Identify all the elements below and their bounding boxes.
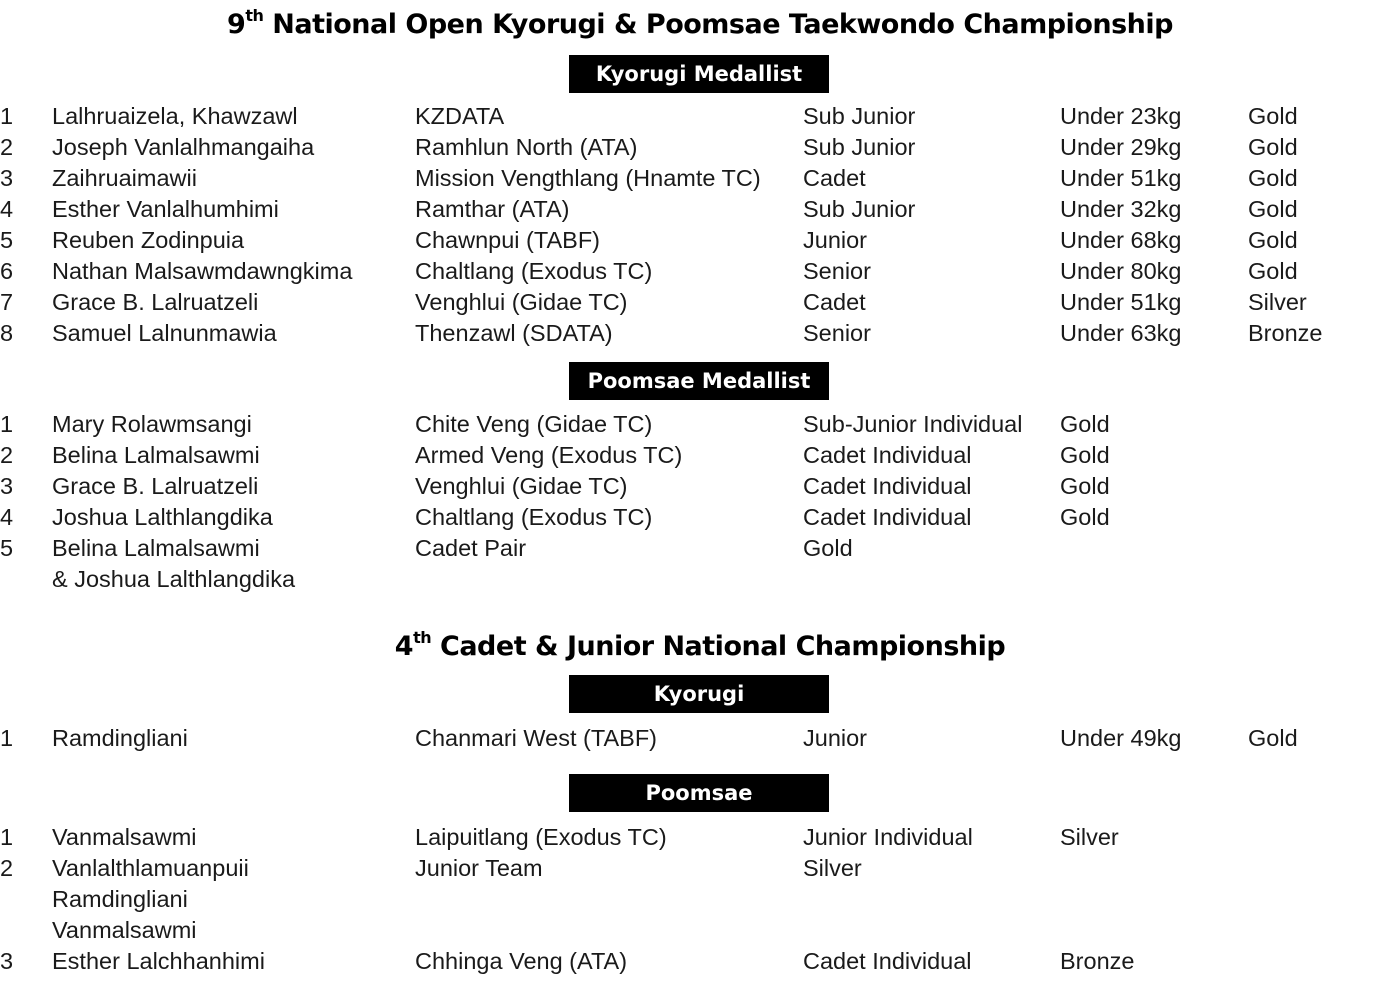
row-number: 8 xyxy=(0,320,14,346)
title-ordinal-suffix: th xyxy=(413,628,432,647)
category: Gold xyxy=(803,535,853,561)
row-number: 2 xyxy=(0,855,14,881)
medal: Gold xyxy=(1248,103,1298,129)
division: Under 68kg xyxy=(1060,227,1182,253)
athlete-name: Nathan Malsawmdawngkima xyxy=(52,258,353,284)
athlete-name: Joshua Lalthlangdika xyxy=(52,504,273,530)
medal: Gold xyxy=(1248,258,1298,284)
athlete-name: Vanlalthlamuanpuii xyxy=(52,855,249,881)
division: Gold xyxy=(1060,473,1110,499)
title-number: 9 xyxy=(227,9,246,40)
table-row xyxy=(0,502,1400,533)
athlete-name: Vanmalsawmi xyxy=(52,917,197,943)
athlete-name: Grace B. Lalruatzeli xyxy=(52,289,259,315)
club: Chite Veng (Gidae TC) xyxy=(415,411,653,437)
athlete-name: Ramdingliani xyxy=(52,886,188,912)
table-row xyxy=(0,946,1400,977)
division: Under 51kg xyxy=(1060,165,1182,191)
table-row xyxy=(0,256,1400,287)
title-ordinal-suffix: th xyxy=(245,6,264,25)
athlete-name: Esther Vanlalhumhimi xyxy=(52,196,279,222)
kyorugi-medallist-label: Kyorugi Medallist xyxy=(569,55,829,93)
row-number: 4 xyxy=(0,504,14,530)
row-number: 6 xyxy=(0,258,14,284)
poomsae-label: Poomsae xyxy=(569,774,829,812)
title-text: Cadet & Junior National Championship xyxy=(431,631,1006,662)
row-number: 3 xyxy=(0,165,14,191)
athlete-name: Esther Lalchhanhimi xyxy=(52,948,265,974)
table-row xyxy=(0,533,1400,564)
row-number: 5 xyxy=(0,227,14,253)
table-row xyxy=(0,409,1400,440)
category: Cadet xyxy=(803,289,866,315)
medal: Gold xyxy=(1248,725,1298,751)
athlete-name: Joseph Vanlalhmangaiha xyxy=(52,134,315,160)
division: Bronze xyxy=(1060,948,1135,974)
category: Senior xyxy=(803,258,871,284)
category: Senior xyxy=(803,320,871,346)
category: Junior xyxy=(803,725,868,751)
club: Junior Team xyxy=(415,855,543,881)
row-number: 1 xyxy=(0,103,14,129)
row-number: 4 xyxy=(0,196,14,222)
title-text: National Open Kyorugi & Poomsae Taekwondo Championship xyxy=(263,9,1173,40)
category: Cadet Individual xyxy=(803,504,972,530)
category: Cadet Individual xyxy=(803,948,972,974)
division: Under 23kg xyxy=(1060,103,1182,129)
division: Under 49kg xyxy=(1060,725,1182,751)
medal: Silver xyxy=(1248,289,1307,315)
division: Silver xyxy=(1060,824,1119,850)
medal: Gold xyxy=(1248,134,1298,160)
club: Venghlui (Gidae TC) xyxy=(415,289,628,315)
club: Mission Vengthlang (Hnamte TC) xyxy=(415,165,761,191)
table-row xyxy=(0,194,1400,225)
division: Gold xyxy=(1060,504,1110,530)
club: Ramthar (ATA) xyxy=(415,196,570,222)
athlete-name: Belina Lalmalsawmi xyxy=(52,535,260,561)
row-number: 1 xyxy=(0,725,14,751)
table-row xyxy=(0,471,1400,502)
table-row xyxy=(0,564,1400,595)
row-number: 2 xyxy=(0,442,14,468)
club: Thenzawl (SDATA) xyxy=(415,320,613,346)
athlete-name: & Joshua Lalthlangdika xyxy=(52,566,296,592)
title-number: 4 xyxy=(394,631,414,662)
category: Sub Junior xyxy=(803,103,916,129)
club: Cadet Pair xyxy=(415,535,527,561)
row-number: 7 xyxy=(0,289,14,315)
category: Junior Individual xyxy=(803,824,973,850)
club: Venghlui (Gidae TC) xyxy=(415,473,628,499)
table-row xyxy=(0,225,1400,256)
table-row xyxy=(0,915,1400,946)
division: Under 51kg xyxy=(1060,289,1182,315)
athlete-name: Lalhruaizela, Khawzawl xyxy=(52,103,298,129)
athlete-name: Zaihruaimawii xyxy=(52,165,197,191)
athlete-name: Mary Rolawmsangi xyxy=(52,411,252,437)
club: Chaltlang (Exodus TC) xyxy=(415,258,653,284)
division: Under 63kg xyxy=(1060,320,1182,346)
row-number: 3 xyxy=(0,473,14,499)
club: Chanmari West (TABF) xyxy=(415,725,657,751)
kyorugi-label: Kyorugi xyxy=(569,675,829,713)
championship-1-title xyxy=(0,6,1400,40)
table-row xyxy=(0,287,1400,318)
club: Ramhlun North (ATA) xyxy=(415,134,638,160)
medal: Gold xyxy=(1248,196,1298,222)
athlete-name: Reuben Zodinpuia xyxy=(52,227,245,253)
division: Gold xyxy=(1060,411,1110,437)
table-row xyxy=(0,101,1400,132)
category: Junior xyxy=(803,227,868,253)
category: Sub-Junior Individual xyxy=(803,411,1023,437)
category: Sub Junior xyxy=(803,196,916,222)
division: Gold xyxy=(1060,442,1110,468)
category: Cadet Individual xyxy=(803,442,972,468)
row-number: 2 xyxy=(0,134,14,160)
championship-2-title xyxy=(0,628,1400,662)
table-row xyxy=(0,822,1400,853)
division: Under 32kg xyxy=(1060,196,1182,222)
table-row xyxy=(0,723,1400,754)
club: Chawnpui (TABF) xyxy=(415,227,601,253)
category: Cadet Individual xyxy=(803,473,972,499)
table-row xyxy=(0,318,1400,349)
club: Chaltlang (Exodus TC) xyxy=(415,504,653,530)
club: Chhinga Veng (ATA) xyxy=(415,948,628,974)
table-row xyxy=(0,884,1400,915)
medal: Gold xyxy=(1248,165,1298,191)
category: Sub Junior xyxy=(803,134,916,160)
table-row xyxy=(0,853,1400,884)
table-row xyxy=(0,132,1400,163)
poomsae-medallist-label: Poomsae Medallist xyxy=(569,362,829,400)
category: Cadet xyxy=(803,165,866,191)
row-number: 1 xyxy=(0,411,14,437)
medal: Bronze xyxy=(1248,320,1323,346)
row-number: 5 xyxy=(0,535,14,561)
club: Armed Veng (Exodus TC) xyxy=(415,442,683,468)
athlete-name: Belina Lalmalsawmi xyxy=(52,442,260,468)
athlete-name: Samuel Lalnunmawia xyxy=(52,320,277,346)
medal: Gold xyxy=(1248,227,1298,253)
club: KZDATA xyxy=(415,103,505,129)
athlete-name: Ramdingliani xyxy=(52,725,188,751)
row-number: 3 xyxy=(0,948,14,974)
category: Silver xyxy=(803,855,862,881)
row-number: 1 xyxy=(0,824,14,850)
division: Under 29kg xyxy=(1060,134,1182,160)
table-row xyxy=(0,163,1400,194)
club: Laipuitlang (Exodus TC) xyxy=(415,824,667,850)
athlete-name: Grace B. Lalruatzeli xyxy=(52,473,259,499)
division: Under 80kg xyxy=(1060,258,1182,284)
table-row xyxy=(0,440,1400,471)
athlete-name: Vanmalsawmi xyxy=(52,824,197,850)
